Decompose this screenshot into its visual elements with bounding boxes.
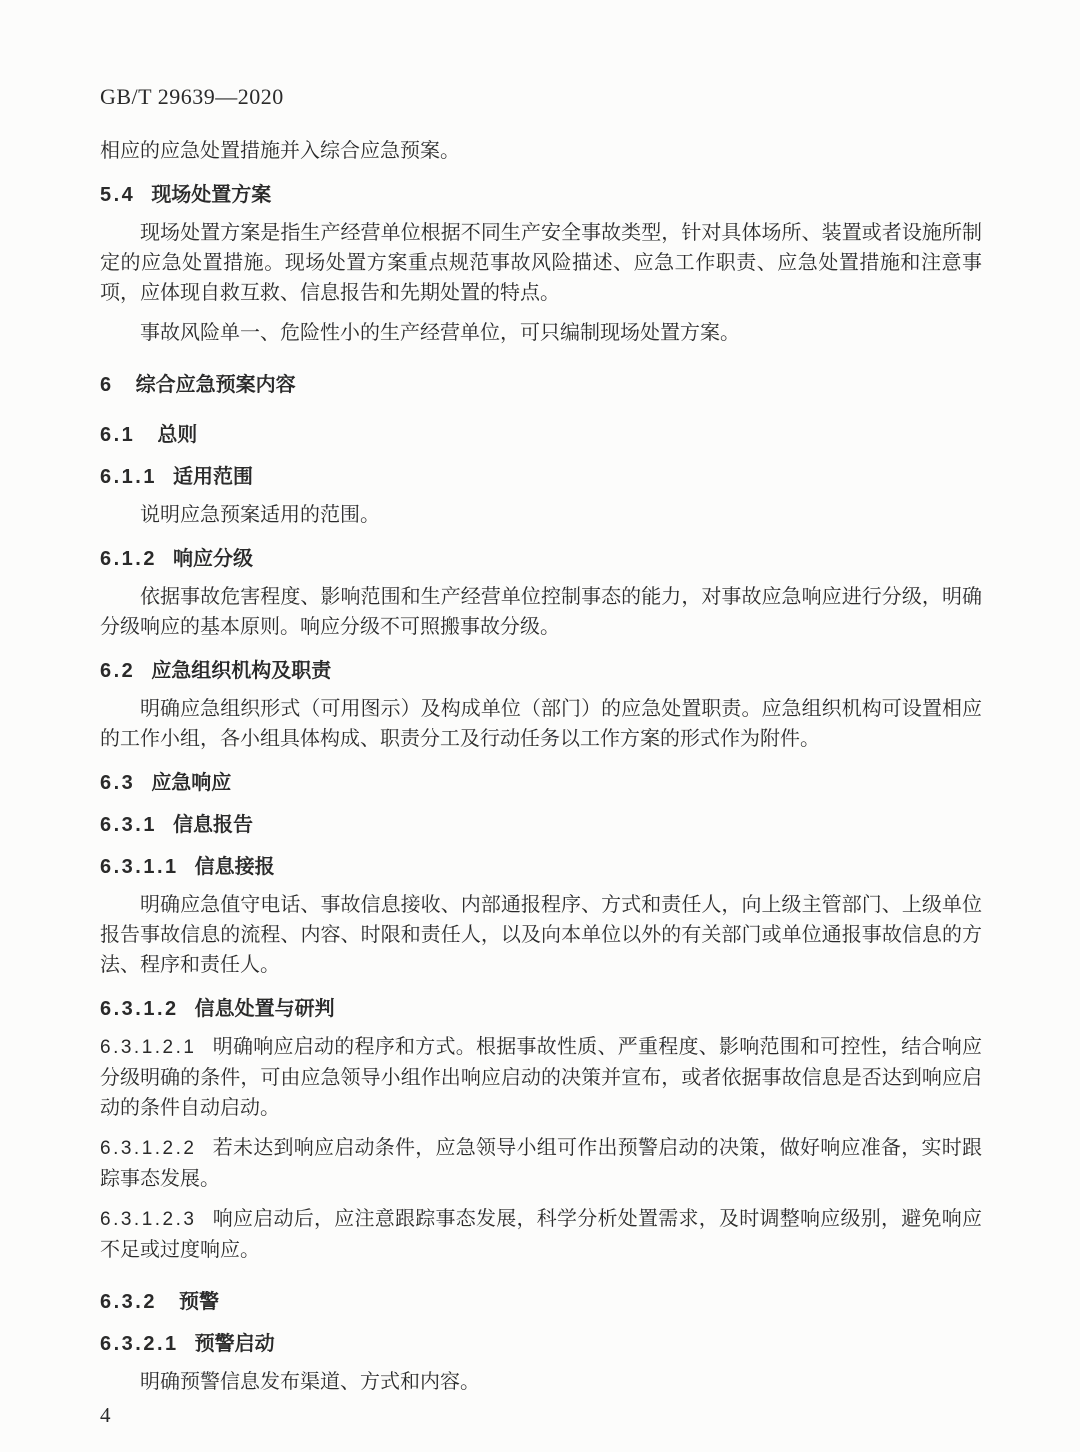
heading-6-2 <box>100 658 982 684</box>
paragraph: 现场处置方案是指生产经营单位根据不同生产安全事故类型，针对具体场所、装置或者设施所制定的应急处置措施。现场处置方案重点规范事故风险描述、应急工作职责、应急处置措施和注意事项，应体现自救互救、信息报告和先期处置的特点。 <box>100 222 982 304</box>
heading-6-3-1-2 <box>100 996 982 1022</box>
heading-6-1-1 <box>100 464 982 490</box>
clause-number: 6.3.1.2.2 <box>100 1138 197 1159</box>
paragraph: 事故风险单一、危险性小的生产经营单位，可只编制现场处置方案。 <box>140 322 740 344</box>
standard-code: GB/T 29639—2020 <box>100 84 284 109</box>
paragraph: 明确应急组织形式（可用图示）及构成单位（部门）的应急处置职责。应急组织机构可设置相应的工作小组，各小组具体构成、职责分工及行动任务以工作方案的形式作为附件。 <box>100 698 982 750</box>
heading-title: 现场处置方案 <box>151 184 272 206</box>
heading-title: 信息报告 <box>172 814 253 836</box>
clause-paragraph <box>100 1133 982 1194</box>
heading-number: 6.2 <box>100 660 136 682</box>
heading-6-3-2-1 <box>100 1331 982 1357</box>
heading-title: 综合应急预案内容 <box>135 374 296 396</box>
heading-number: 6.3.1.1 <box>100 856 179 878</box>
heading-6 <box>100 372 982 398</box>
heading-title: 总则 <box>157 424 198 446</box>
clause-number: 6.3.1.2.3 <box>100 1209 197 1230</box>
paragraph: 依据事故危害程度、影响范围和生产经营单位控制事态的能力，对事故应急响应进行分级，明确分级响应的基本原则。响应分级不可照搬事故分级。 <box>100 586 982 638</box>
heading-title: 响应分级 <box>172 548 253 570</box>
heading-number: 6.3.2 <box>100 1291 157 1313</box>
heading-6-3-2 <box>100 1289 982 1315</box>
heading-title: 信息处置与研判 <box>194 998 335 1020</box>
heading-number: 6.3.2.1 <box>100 1333 179 1355</box>
heading-title: 预警启动 <box>194 1333 275 1355</box>
heading-title: 信息接报 <box>194 856 275 878</box>
heading-title: 适用范围 <box>172 466 253 488</box>
heading-6-1-2 <box>100 546 982 572</box>
clause-text: 明确响应启动的程序和方式。根据事故性质、严重程度、影响范围和可控性，结合响应分级明确的条件，可由应急领导小组作出响应启动的决策并宣布，或者依据事故信息是否达到响应启动的条件自动启动。 <box>100 1036 982 1119</box>
clause-paragraph <box>100 1032 982 1123</box>
clause-text: 响应启动后，应注意跟踪事态发展，科学分析处置需求，及时调整响应级别，避免响应不足或过度响应。 <box>100 1208 982 1261</box>
paragraph: 明确预警信息发布渠道、方式和内容。 <box>140 1371 480 1393</box>
heading-title: 预警 <box>178 1291 219 1313</box>
heading-number: 5.4 <box>100 184 136 206</box>
paragraph-continuation: 相应的应急处置措施并入综合应急预案。 <box>100 140 460 162</box>
clause-text: 若未达到响应启动条件，应急领导小组可作出预警启动的决策，做好响应准备，实时跟踪事态发展。 <box>100 1137 982 1190</box>
heading-6-3-1 <box>100 812 982 838</box>
clause-number: 6.3.1.2.1 <box>100 1037 197 1058</box>
heading-number: 6.3.1.2 <box>100 998 179 1020</box>
heading-6-3 <box>100 770 982 796</box>
page-number: 4 <box>100 1403 111 1427</box>
heading-number: 6.1.1 <box>100 466 157 488</box>
heading-6-3-1-1 <box>100 854 982 880</box>
heading-number: 6 <box>100 374 114 396</box>
heading-number: 6.3.1 <box>100 814 157 836</box>
paragraph: 说明应急预案适用的范围。 <box>140 504 380 526</box>
heading-title: 应急响应 <box>151 772 232 794</box>
heading-number: 6.1 <box>100 424 136 446</box>
heading-title: 应急组织机构及职责 <box>151 660 332 682</box>
clause-paragraph <box>100 1204 982 1265</box>
heading-6-1 <box>100 422 982 448</box>
heading-5-4 <box>100 182 982 208</box>
heading-number: 6.1.2 <box>100 548 157 570</box>
heading-number: 6.3 <box>100 772 136 794</box>
paragraph: 明确应急值守电话、事故信息接收、内部通报程序、方式和责任人，向上级主管部门、上级单位报告事故信息的流程、内容、时限和责任人，以及向本单位以外的有关部门或单位通报事故信息的方法、程序和责任人。 <box>100 894 982 976</box>
